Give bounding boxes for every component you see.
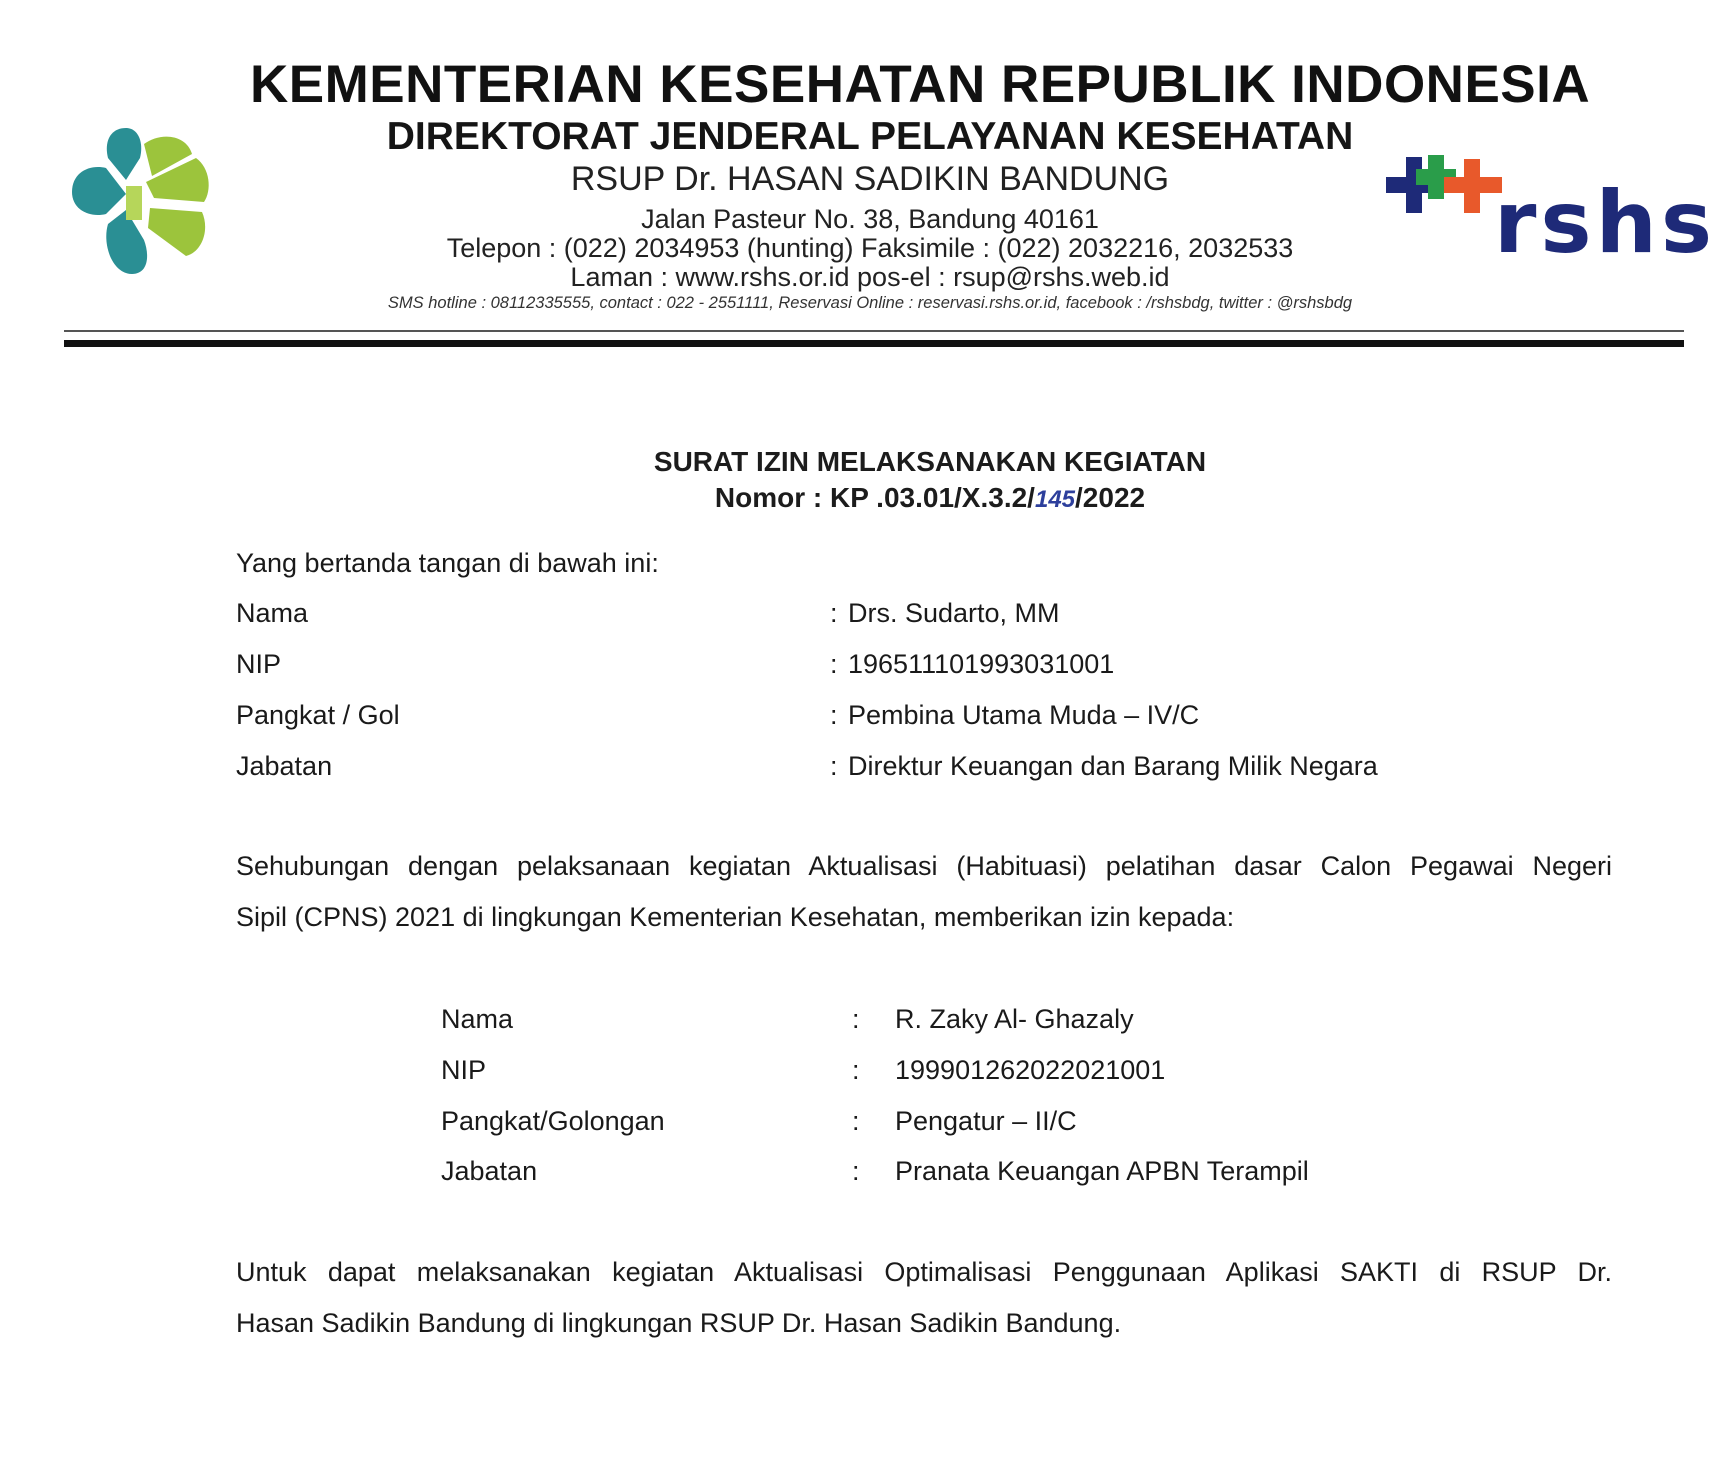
signatory-value: Direktur Keuangan dan Barang Milik Negara [848, 751, 1378, 781]
letter-title: SURAT IZIN MELAKSANAKAN KEGIATAN [653, 446, 1207, 477]
signatory-value: 196511101993031001 [848, 649, 1115, 679]
hospital-address: Jalan Pasteur No. 38, Bandung 40161 [641, 204, 1099, 234]
letter-number-suffix: /2022 [1075, 482, 1146, 513]
recipient-value: Pranata Keuangan APBN Terampil [895, 1156, 1309, 1186]
recipient-value: 199901262022021001 [895, 1055, 1166, 1085]
recipient-label: Pangkat/Golongan [441, 1106, 665, 1136]
paragraph-2-line-1: Untuk dapat melaksanakan kegiatan Aktualisasi Optimalisasi Penggunaan Aplikasi SAKTI di RSUP Dr. [236, 1257, 1612, 1287]
recipient-label: Jabatan [441, 1156, 538, 1186]
signatory-value: Drs. Sudarto, MM [848, 598, 1060, 628]
letter-number [400, 482, 1460, 514]
letterhead-divider-thin [64, 330, 1684, 332]
ministry-name: KEMENTERIAN KESEHATAN REPUBLIK INDONESIA [250, 55, 1591, 114]
recipient-label: Nama [441, 1004, 514, 1034]
recipient-label: NIP [441, 1055, 487, 1085]
signatory-value: Pembina Utama Muda – IV/C [848, 700, 1200, 730]
signatory-label: Jabatan [236, 751, 333, 781]
hospital-contacts: SMS hotline : 08112335555, contact : 022 - 2551111, Reservasi Online : reservasi.rshs.or.id, facebook : /rshsbdg, twitter : @rshsbdg [387, 294, 1353, 312]
hospital-web: Laman : www.rshs.or.id pos-el : rsup@rshs.web.id [570, 262, 1170, 292]
recipient-sep: : [852, 1156, 860, 1186]
recipient-sep: : [852, 1055, 860, 1085]
hospital-phone: Telepon : (022) 2034953 (hunting) Faksimile : (022) 2032216, 2032533 [446, 233, 1294, 263]
signatory-label: NIP [236, 649, 282, 679]
letterhead-divider-thick [64, 340, 1684, 347]
recipient-value: Pengatur – II/C [895, 1106, 1077, 1136]
signatory-sep: : [830, 700, 838, 730]
recipient-sep: : [852, 1004, 860, 1034]
recipient-sep: : [852, 1106, 860, 1136]
signatory-label: Nama [236, 598, 309, 628]
signatory-sep: : [830, 649, 838, 679]
recipient-value: R. Zaky Al- Ghazaly [895, 1004, 1134, 1034]
paragraph-1-line-1: Sehubungan dengan pelaksanaan kegiatan Aktualisasi (Habituasi) pelatihan dasar Calon Pegawai Negeri [236, 851, 1612, 881]
intro-text: Yang bertanda tangan di bawah ini: [236, 548, 659, 578]
signatory-label: Pangkat / Gol [236, 700, 400, 730]
rshs-brand-text: rshs [1494, 173, 1717, 273]
paragraph-2-line-2: Hasan Sadikin Bandung di lingkungan RSUP Dr. Hasan Sadikin Bandung. [236, 1308, 1122, 1338]
letter-number-handwritten: 145 [1034, 486, 1076, 513]
directorate-name: DIREKTORAT JENDERAL PELAYANAN KESEHATAN [386, 115, 1354, 158]
signatory-sep: : [830, 751, 838, 781]
kemenkes-logo [68, 128, 214, 278]
letter-number-prefix: Nomor : KP .03.01/X.3.2/ [714, 482, 1035, 513]
signatory-sep: : [830, 598, 838, 628]
paragraph-1-line-2: Sipil (CPNS) 2021 di lingkungan Kementerian Kesehatan, memberikan izin kepada: [236, 902, 1235, 932]
hospital-name: RSUP Dr. HASAN SADIKIN BANDUNG [570, 160, 1170, 198]
